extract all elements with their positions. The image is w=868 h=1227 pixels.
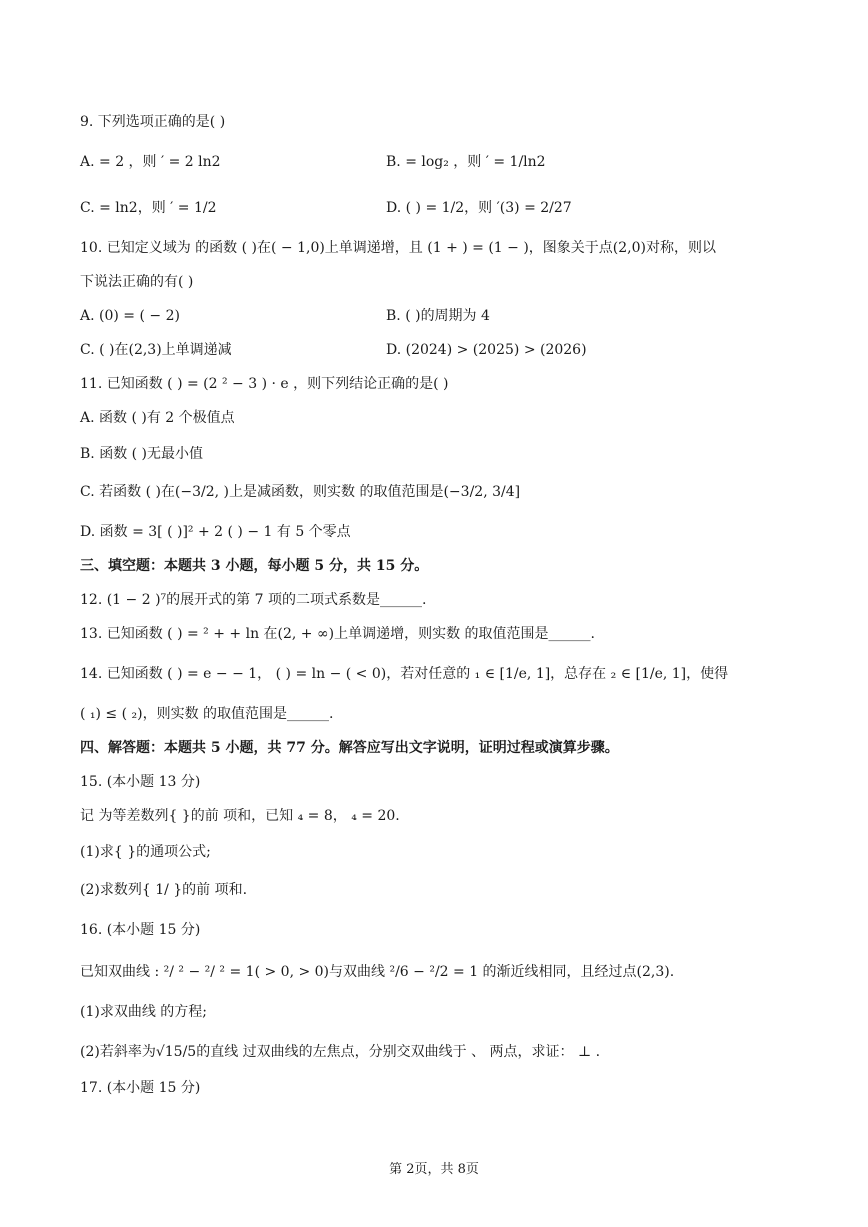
q10-option-a: A. (0) = ( − 2) <box>80 308 180 324</box>
q16-part1: (1)求双曲线 的方程; <box>80 1004 207 1020</box>
q16-stem: 已知双曲线 : ²/ ² − ²/ ² = 1( > 0, > 0)与双曲线 ²/6 − ²/2 = 1 的渐近线相同，且经过点(2,3). <box>80 964 675 980</box>
q9-option-c: C. = ln2，则 ′ = 1/2 <box>80 200 217 216</box>
q17-heading: 17. (本小题 15 分) <box>80 1080 201 1096</box>
q9-option-b: B. = log₂ ，则 ′ = 1/ln2 <box>386 154 546 170</box>
q9-option-a: A. = 2 ，则 ′ = 2 ln2 <box>80 154 221 170</box>
q15-heading: 15. (本小题 13 分) <box>80 774 201 790</box>
section-fill-in-heading: 三、填空题：本题共 3 小题，每小题 5 分，共 15 分。 <box>80 558 429 574</box>
q10-stem-line1: 10. 已知定义域为 的函数 ( )在( − 1,0)上单调递增，且 (1 + ) = (1 − )，图象关于点(2,0)对称，则以 <box>80 240 717 256</box>
q15-stem: 记 为等差数列{ }的前 项和，已知 ₄ = 8， ₄ = 20. <box>80 808 400 824</box>
q16-heading: 16. (本小题 15 分) <box>80 922 201 938</box>
page-footer: 第 2页，共 8页 <box>389 1162 479 1177</box>
q10-stem-line2: 下说法正确的有( ) <box>80 274 194 290</box>
q15-part1: (1)求{ }的通项公式; <box>80 844 211 860</box>
q14-line1: 14. 已知函数 ( ) = e − − 1， ( ) = ln − ( < 0)，若对任意的 ₁ ∈ [1/e, 1]，总存在 ₂ ∈ [1/e, 1]，使得 <box>80 666 729 682</box>
q10-option-d: D. (2024) > (2025) > (2026) <box>386 342 587 358</box>
q11-option-d: D. 函数 = 3[ ( )]² + 2 ( ) − 1 有 5 个零点 <box>80 524 351 540</box>
q16-part2: (2)若斜率为√15/5的直线 过双曲线的左焦点，分别交双曲线于 、 两点，求证： ⊥ . <box>80 1044 601 1060</box>
q10-option-b: B. ( )的周期为 4 <box>386 308 490 324</box>
q11-option-a: A. 函数 ( )有 2 个极值点 <box>80 410 235 426</box>
q11-stem: 11. 已知函数 ( ) = (2 ² − 3 ) · e ，则下列结论正确的是( ) <box>80 376 449 392</box>
q13-text: 13. 已知函数 ( ) = ² + + ln 在(2, + ∞)上单调递增，则实数 的取值范围是______. <box>80 626 596 642</box>
q15-part2: (2)求数列{ 1/ }的前 项和. <box>80 882 248 898</box>
q9-stem: 9. 下列选项正确的是( ) <box>80 114 226 130</box>
q10-option-c: C. ( )在(2,3)上单调递减 <box>80 342 232 358</box>
q11-option-b: B. 函数 ( )无最小值 <box>80 446 204 462</box>
section-solutions-heading: 四、解答题：本题共 5 小题，共 77 分。解答应写出文字说明，证明过程或演算步骤。 <box>80 740 619 756</box>
q11-option-c: C. 若函数 ( )在(−3/2, )上是减函数，则实数 的取值范围是(−3/2, 3/4] <box>80 484 521 500</box>
q9-option-d: D. ( ) = 1/2，则 ′(3) = 2/27 <box>386 200 572 216</box>
q14-line2: ( ₁) ≤ ( ₂)，则实数 的取值范围是______. <box>80 706 334 722</box>
q12-text: 12. (1 − 2 )⁷的展开式的第 7 项的二项式系数是______. <box>80 592 427 608</box>
